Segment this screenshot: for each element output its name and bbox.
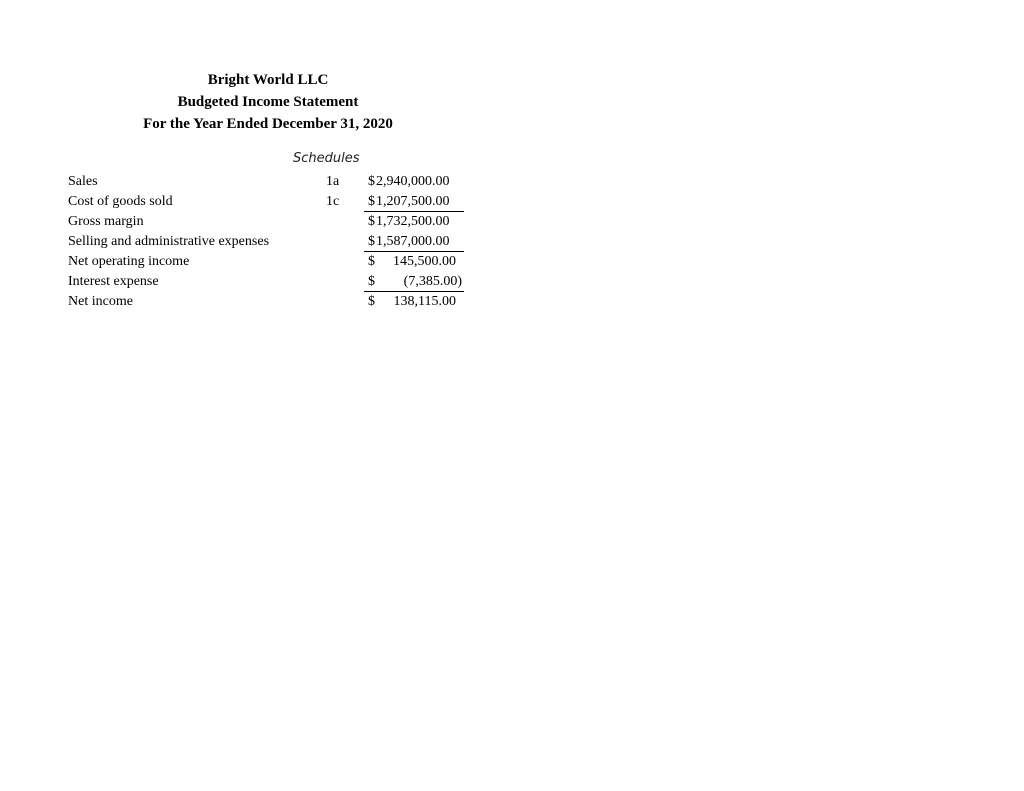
row-schedule: 1c [326,194,340,209]
row-amount: 2,940,000.00 [376,174,450,189]
income-statement-table [68,172,468,312]
row-amount-cell [364,172,464,191]
row-label: Sales [68,174,98,189]
row-interest-expense [68,272,468,292]
row-label: Cost of goods sold [68,194,173,209]
row-dollar-sign: $ [368,234,375,249]
row-sales [68,172,468,192]
row-amount: 138,115.00 [393,294,456,309]
row-net-income [68,292,468,312]
row-net-operating-income [68,252,468,272]
row-amount-cell [364,212,464,231]
row-cost-of-goods-sold [68,192,468,212]
row-schedule: 1a [326,174,340,189]
row-amount: 1,732,500.00 [376,214,450,229]
row-dollar-sign: $ [368,254,375,269]
row-dollar-sign: $ [368,194,375,209]
row-amount: 1,587,000.00 [376,234,450,249]
row-gross-margin [68,212,468,232]
row-label: Gross margin [68,214,144,229]
row-amount-cell [364,292,464,311]
row-selling-admin-expenses [68,232,468,252]
schedules-column-header: Schedules [293,151,360,166]
row-dollar-sign: $ [368,294,375,309]
row-amount-cell [364,192,464,212]
company-name: Bright World LLC [207,72,329,88]
statement-header [130,69,406,135]
row-dollar-sign: $ [368,274,375,289]
row-dollar-sign: $ [368,174,375,189]
row-amount-cell [364,272,464,292]
row-label: Selling and administrative expenses [68,234,270,249]
row-label: Net operating income [68,254,190,269]
statement-title: Budgeted Income Statement [177,94,359,110]
row-label: Net income [68,294,133,309]
statement-period: For the Year Ended December 31, 2020 [143,116,393,132]
row-amount: (7,385.00) [403,274,462,289]
row-amount: 1,207,500.00 [376,194,450,209]
row-amount-cell [364,252,464,271]
row-label: Interest expense [68,274,159,289]
row-amount: 145,500.00 [393,254,456,269]
row-dollar-sign: $ [368,214,375,229]
row-amount-cell [364,232,464,252]
